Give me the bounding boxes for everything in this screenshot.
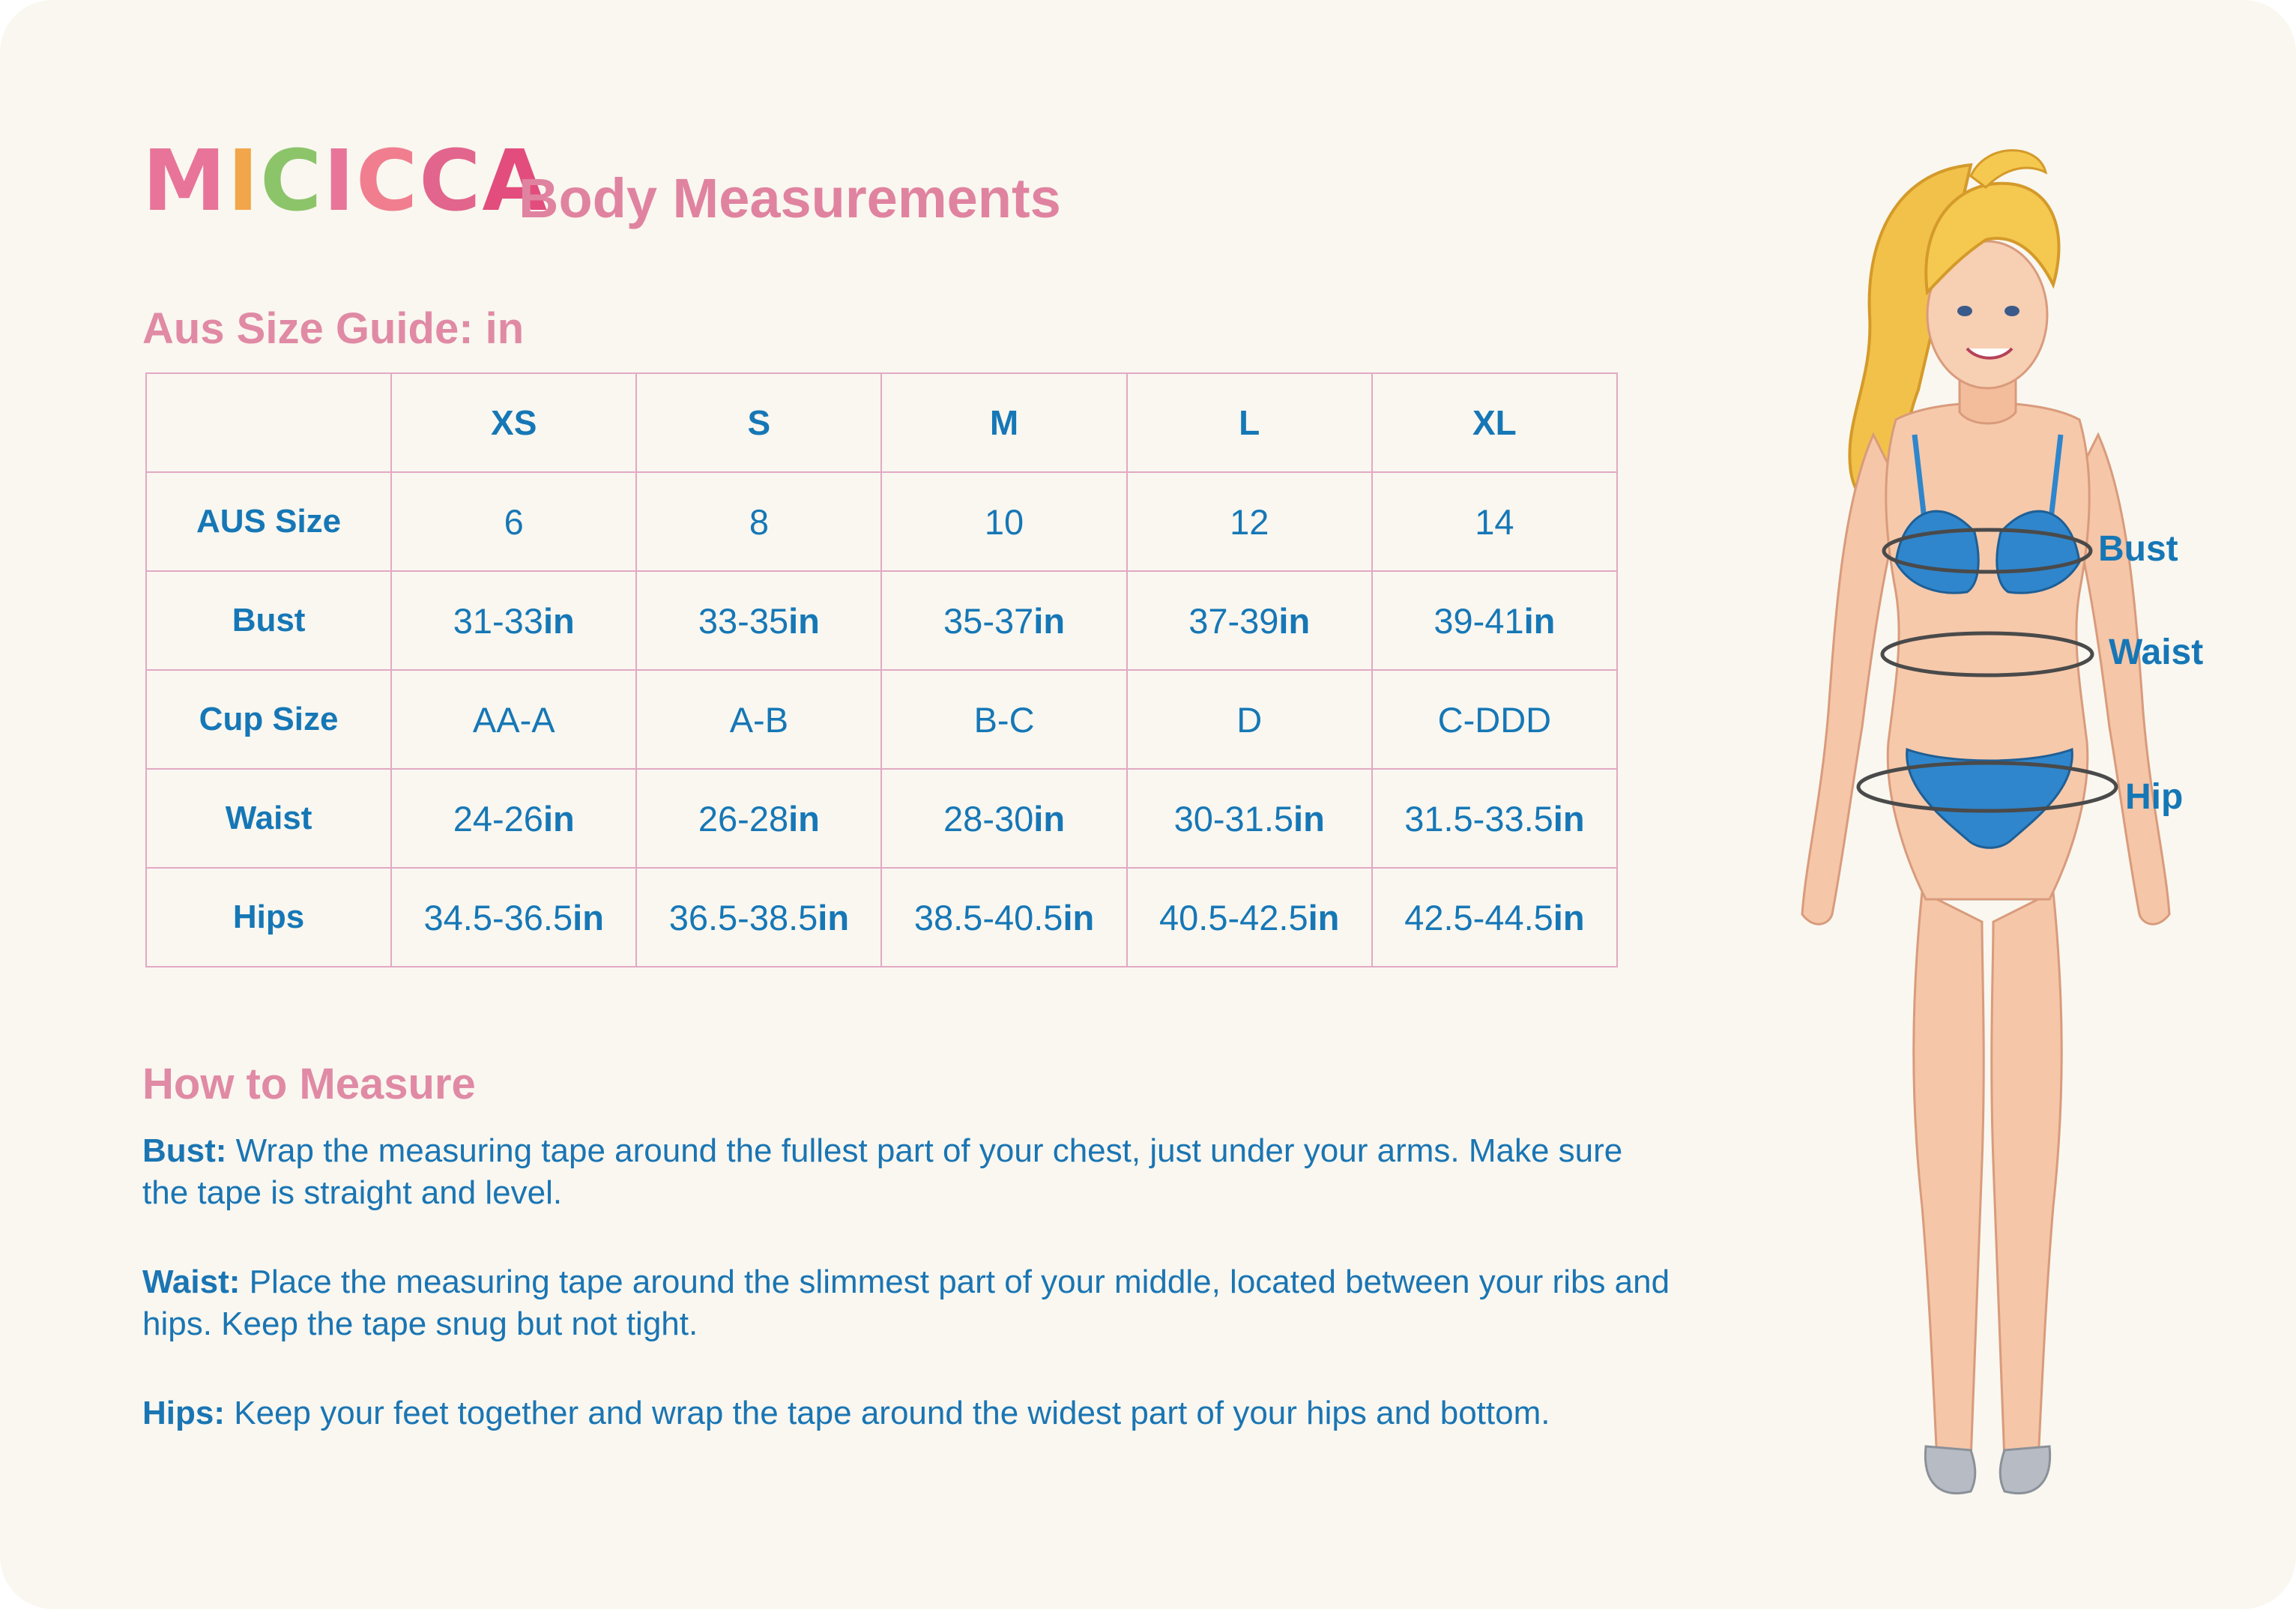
table-corner-cell [146, 373, 391, 472]
cell-unit: in [1523, 600, 1556, 641]
instruction-label: Hips: [142, 1395, 225, 1431]
cell-value: 30-31.5 [1173, 798, 1294, 839]
table-header-row [146, 373, 1617, 472]
table-cell [391, 868, 636, 967]
table-cell: 12 [1127, 472, 1372, 571]
size-guide-subtitle: Aus Size Guide: in [142, 304, 525, 353]
body-figure-illustration [1723, 142, 2248, 1529]
table-cell: 14 [1372, 472, 1617, 571]
waist-label: Waist [2109, 633, 2204, 672]
table-cell [1372, 769, 1617, 868]
cell-value: 38.5-40.5 [913, 897, 1063, 938]
table-cell: C-DDD [1372, 670, 1617, 769]
cell-unit: in [1278, 600, 1311, 641]
row-label: AUS Size [146, 472, 391, 571]
waist-instruction [142, 1261, 1671, 1345]
cell-unit: in [1553, 897, 1585, 938]
cell-unit: in [1553, 798, 1585, 839]
cell-value: 31.5-33.5 [1404, 798, 1553, 839]
logo-letter: I [227, 133, 261, 230]
cell-value: 37-39 [1188, 600, 1279, 641]
cell-unit: in [1063, 897, 1095, 938]
cell-value: 34.5-36.5 [423, 897, 573, 938]
logo-letter: I [323, 133, 356, 230]
table-cell [881, 868, 1126, 967]
brand-logo [142, 133, 549, 230]
table-row [146, 472, 1617, 571]
table-cell: 10 [881, 472, 1126, 571]
table-cell [881, 571, 1126, 670]
row-label: Cup Size [146, 670, 391, 769]
logo-letter: C [356, 133, 420, 230]
table-cell [636, 868, 881, 967]
bust-instruction [142, 1130, 1671, 1214]
cell-value: 42.5-44.5 [1404, 897, 1553, 938]
cell-value: 24-26 [453, 798, 543, 839]
hips-instruction [142, 1392, 1671, 1434]
table-row [146, 670, 1617, 769]
table-cell [1127, 769, 1372, 868]
cell-unit: in [1293, 798, 1325, 839]
table-cell: B-C [881, 670, 1126, 769]
page-title: Body Measurements [519, 167, 1061, 229]
cell-value: 26-28 [698, 798, 789, 839]
instruction-text: Wrap the measuring tape around the fullest part of your chest, just under your arms. Make sure the tape is straight and level. [142, 1132, 1623, 1211]
row-label: Hips [146, 868, 391, 967]
table-row [146, 769, 1617, 868]
bust-label: Bust [2098, 529, 2178, 569]
cell-value: 40.5-42.5 [1159, 897, 1308, 938]
table-cell [1127, 571, 1372, 670]
row-label: Waist [146, 769, 391, 868]
table-cell [1372, 868, 1617, 967]
logo-letter: C [419, 133, 483, 230]
cell-unit: in [573, 897, 604, 938]
cell-value: 39-41 [1434, 600, 1524, 641]
cell-unit: in [788, 600, 820, 641]
table-cell [1127, 868, 1372, 967]
table-cell [391, 571, 636, 670]
column-header: S [636, 373, 881, 472]
instruction-text: Place the measuring tape around the slimmest part of your middle, located between your ribs and hips. Keep the tape snug but not tight. [142, 1264, 1670, 1342]
logo-letter: M [142, 133, 228, 230]
cell-value: 33-35 [698, 600, 789, 641]
table-row [146, 868, 1617, 967]
cell-unit: in [543, 600, 575, 641]
column-header: XS [391, 373, 636, 472]
size-table [145, 372, 1618, 967]
logo-letter: A [482, 133, 549, 230]
how-to-measure-heading: How to Measure [142, 1060, 476, 1108]
cell-value: 36.5-38.5 [668, 897, 818, 938]
table-cell [881, 769, 1126, 868]
table-cell [636, 769, 881, 868]
cell-unit: in [788, 798, 820, 839]
table-cell [391, 769, 636, 868]
table-cell [1372, 571, 1617, 670]
cell-unit: in [1308, 897, 1340, 938]
instruction-label: Bust: [142, 1132, 227, 1169]
cell-unit: in [818, 897, 850, 938]
table-cell: D [1127, 670, 1372, 769]
table-cell: 6 [391, 472, 636, 571]
column-header: L [1127, 373, 1372, 472]
cell-value: 31-33 [453, 600, 543, 641]
hip-label: Hip [2125, 777, 2184, 817]
table-cell [636, 571, 881, 670]
table-row [146, 571, 1617, 670]
row-label: Bust [146, 571, 391, 670]
cell-value: 35-37 [943, 600, 1034, 641]
cell-unit: in [543, 798, 575, 839]
cell-value: 28-30 [943, 798, 1034, 839]
table-cell: 8 [636, 472, 881, 571]
column-header: XL [1372, 373, 1617, 472]
logo-letter: C [260, 133, 324, 230]
column-header: M [881, 373, 1126, 472]
instruction-text: Keep your feet together and wrap the tape around the widest part of your hips and bottom. [234, 1395, 1550, 1431]
table-cell: A-B [636, 670, 881, 769]
cell-unit: in [1033, 798, 1066, 839]
table-cell: AA-A [391, 670, 636, 769]
cell-unit: in [1033, 600, 1066, 641]
instruction-label: Waist: [142, 1264, 241, 1300]
